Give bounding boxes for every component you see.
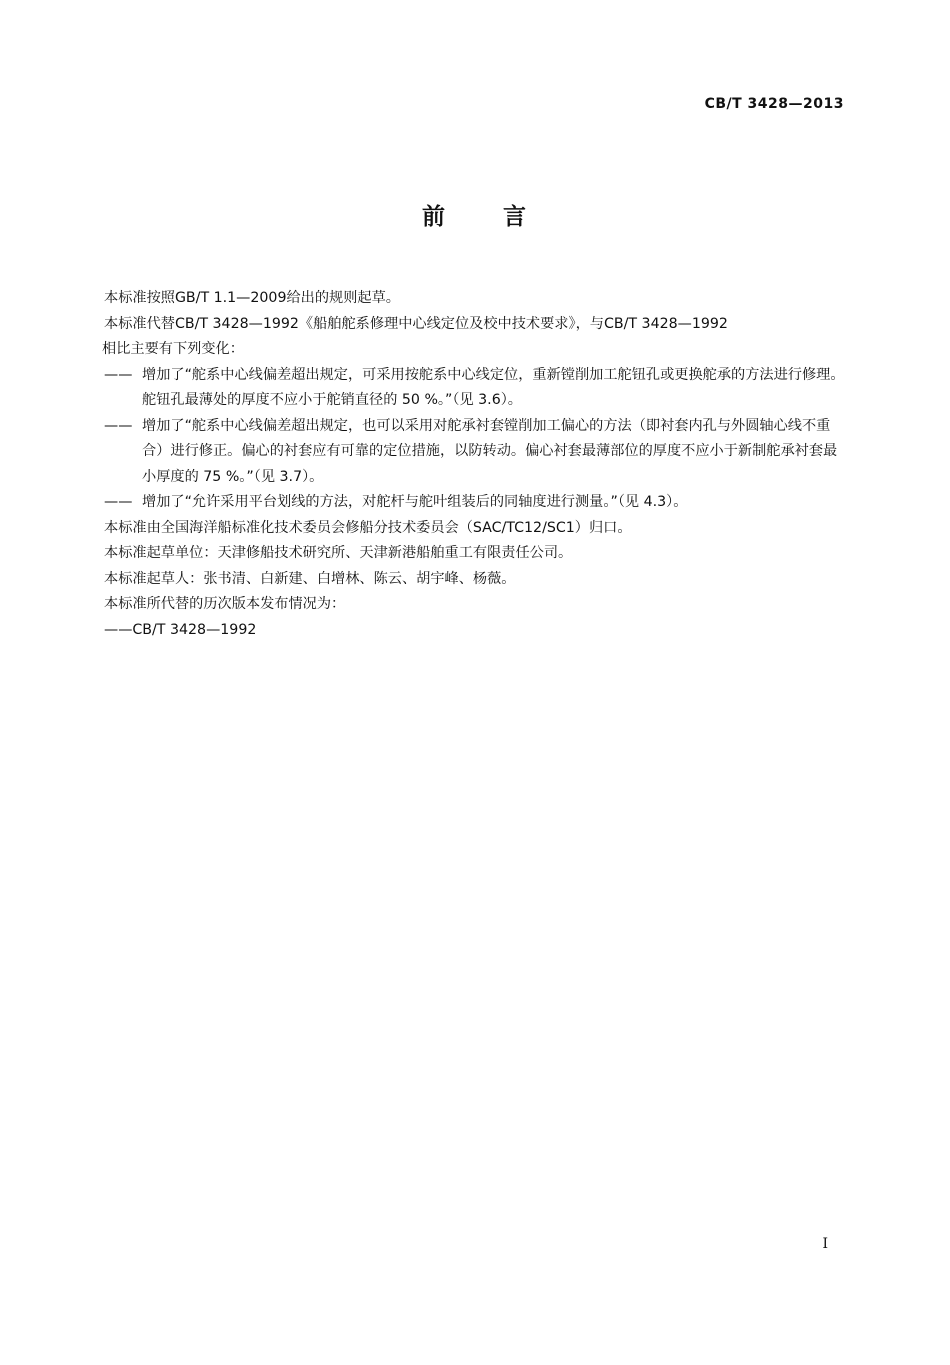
change-item-text: 增加了“舵系中心线偏差超出规定，也可以采用对舵承衬套镗削加工偏心的方法（即衬套内孔与外圆轴心线不重合）进行修正。偏心的衬套应有可靠的定位措施，以防转动。偏心衬套最薄部位的厚度不应小于新制舵承衬套最小厚度的 75 %。”（见 3.7）。: [142, 417, 838, 485]
title-part-2: 言: [503, 204, 528, 230]
page-title: [0, 198, 950, 231]
change-item-text: 增加了“允许采用平台划线的方法，对舵杆与舵叶组装后的同轴度进行测量。”（见 4.3）。: [142, 494, 688, 510]
change-item-3: [104, 490, 846, 516]
dash-mark: ——: [104, 494, 133, 510]
drafters-line: 本标准起草人：张书清、白新建、白增林、陈云、胡宇峰、杨薇。: [104, 570, 516, 587]
change-item-2: [104, 414, 846, 491]
dash-mark: ——: [104, 417, 133, 434]
page-number: I: [822, 1236, 828, 1252]
dash-mark: ——: [104, 366, 133, 383]
changes-intro-line: 相比主要有下列变化：: [102, 341, 244, 357]
standard-number: CB/T 3428—2013: [704, 96, 844, 112]
replacement-line: 本标准代替CB/T 3428—1992《船舶舵系修理中心线定位及校中技术要求》，与CB/T 3428—1992: [104, 315, 728, 332]
history-intro-line: 本标准所代替的历次版本发布情况为：: [104, 596, 346, 612]
drafting-rule-line: 本标准按照GB/T 1.1—2009给出的规则起草。: [104, 290, 400, 306]
change-item-text: 增加了“舵系中心线偏差超出规定，可采用按舵系中心线定位，重新镗削加工舵钮孔或更换舵承的方法进行修理。舵钮孔最薄处的厚度不应小于舵销直径的 50 %。”（见 3.6）。: [142, 366, 845, 408]
foreword-body: [104, 286, 846, 643]
history-item: ——CB/T 3428—1992: [104, 621, 257, 638]
title-part-1: 前: [422, 204, 447, 230]
committee-line: 本标准由全国海洋船标准化技术委员会修船分技术委员会（SAC/TC12/SC1）归口。: [104, 519, 632, 536]
change-item-1: [104, 363, 846, 414]
drafting-units-line: 本标准起草单位：天津修船技术研究所、天津新港船舶重工有限责任公司。: [104, 545, 573, 561]
